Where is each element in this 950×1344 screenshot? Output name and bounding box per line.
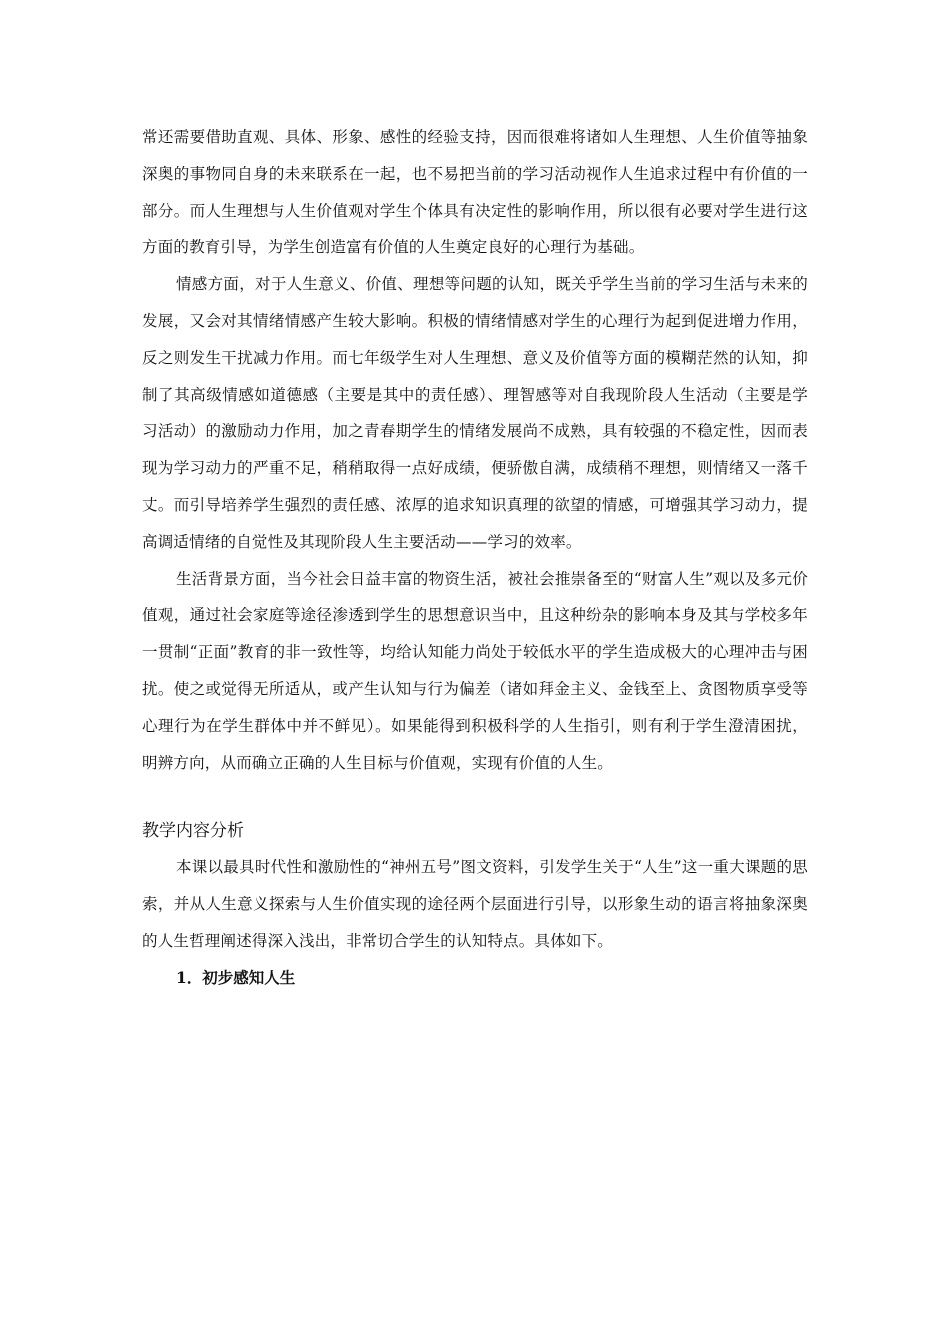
section-heading: 教学内容分析 (142, 821, 244, 842)
document-body (142, 119, 808, 997)
sub-heading: 1．初步感知人生 (176, 967, 296, 987)
paragraph-emotion: 情感方面，对于人生意义、价值、理想等问题的认知，既关乎学生当前的学习生活与未来的发展，又会对其情绪情感产生较大影响。积极的情绪情感对学生的心理行为起到促进增力作用，反之则发生干扰减力作用。而七年级学生对人生理想、意义及价值等方面的模糊茫然的认知，抑制了其高级情感如道德感（主要是其中的责任感）、理智感等对自我现阶段人生活动（主要是学习活动）的激励动力作用，加之青春期学生的情绪发展尚不成熟，具有较强的不稳定性，因而表现为学习动力的严重不足，稍稍取得一点好成绩，便骄傲自满，成绩稍不理想，则情绪又一落千丈。而引导培养学生强烈的责任感、浓厚的追求知识真理的欲望的情感，可增强其学习动力，提高调适情绪的自觉性及其现阶段人生主要活动——学习的效率。 (142, 275, 808, 551)
paragraph-content-analysis: 本课以最具时代性和激励性的“神州五号”图文资料，引发学生关于“人生”这一重大课题的思索，并从人生意义探索与人生价值实现的途径两个层面进行引导，以形象生动的语言将抽象深奥的人生哲理阐述得深入浅出，非常切合学生的认知特点。具体如下。 (142, 858, 808, 950)
paragraph-continuation: 常还需要借助直观、具体、形象、感性的经验支持，因而很难将诸如人生理想、人生价值等抽象深奥的事物同自身的未来联系在一起，也不易把当前的学习活动视作人生追求过程中有价值的一部分。而人生理想与人生价值观对学生个体具有决定性的影响作用，所以很有必要对学生进行这方面的教育引导，为学生创造富有价值的人生奠定良好的心理行为基础。 (142, 128, 808, 257)
paragraph-life-background: 生活背景方面，当今社会日益丰富的物资生活，被社会推崇备至的“财富人生”观以及多元价值观，通过社会家庭等途径渗透到学生的思想意识当中，且这种纷杂的影响本身及其与学校多年一贯制“正面”教育的非一致性等，均给认知能力尚处于较低水平的学生造成极大的心理冲击与困扰。使之或觉得无所适从，或产生认知与行为偏差（诸如拜金主义、金钱至上、贪图物质享受等心理行为在学生群体中并不鲜见）。如果能得到积极科学的人生指引，则有利于学生澄清困扰，明辨方向，从而确立正确的人生目标与价值观，实现有价值的人生。 (142, 569, 808, 772)
